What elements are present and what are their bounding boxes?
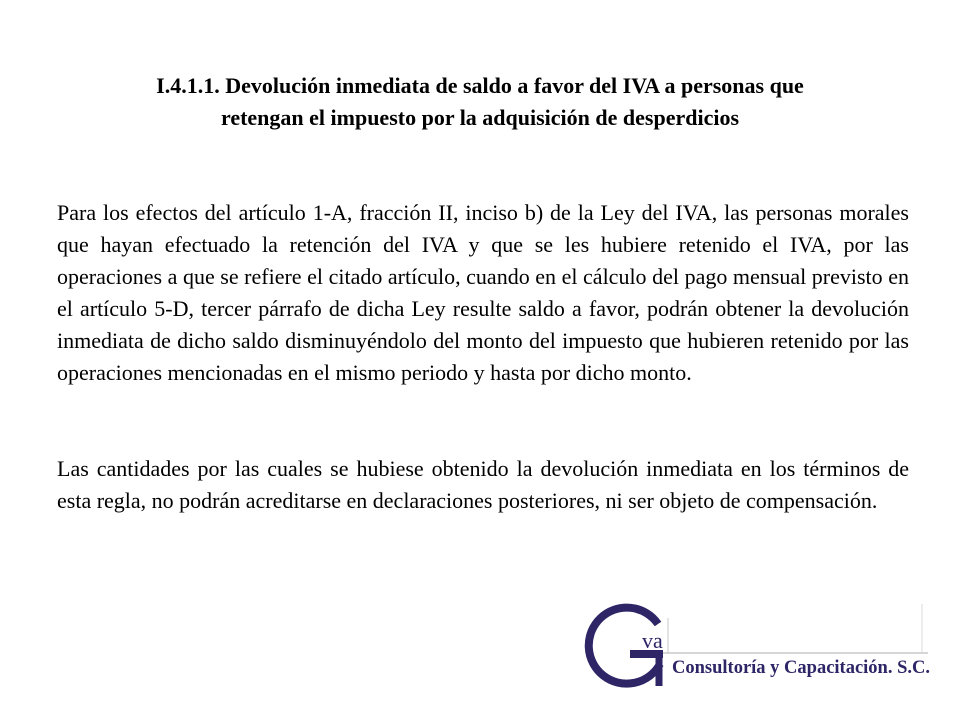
title-line-2: retengan el impuesto por la adquisición de desperdicios [220,105,740,130]
document-title [60,70,900,134]
company-logo [560,600,930,690]
title-line-1: I.4.1.1. Devolución inmediata de saldo a favor del IVA a personas que [156,73,804,98]
paragraph-2: Las cantidades por las cuales se hubiese obtenido la devolución inmediata en los términos de esta regla, no podrán acreditarse en declaraciones posteriores, ni ser objeto de compensación. [57,456,909,513]
logo-company-name: Consultoría y Capacitación. S.C. [672,658,930,678]
paragraph-1: Para los efectos del artículo 1-A, fracción II, inciso b) de la Ley del IVA, las personas morales que hayan efectuado la retención del IVA y que se les hubiere retenido el IVA, por las operaciones a que se refiere el citado artículo, cuando en el cálculo del pago mensual previsto en el artículo 5-D, tercer párrafo de dicha Ley resulte saldo a favor, podrán obtener la devolución inmediata de dicho saldo disminuyéndolo del monto del impuesto que hubieren retenido por las operaciones mencionadas en el mismo periodo y hasta por dicho monto. [57,200,909,385]
logo-va-text: va [642,628,663,653]
